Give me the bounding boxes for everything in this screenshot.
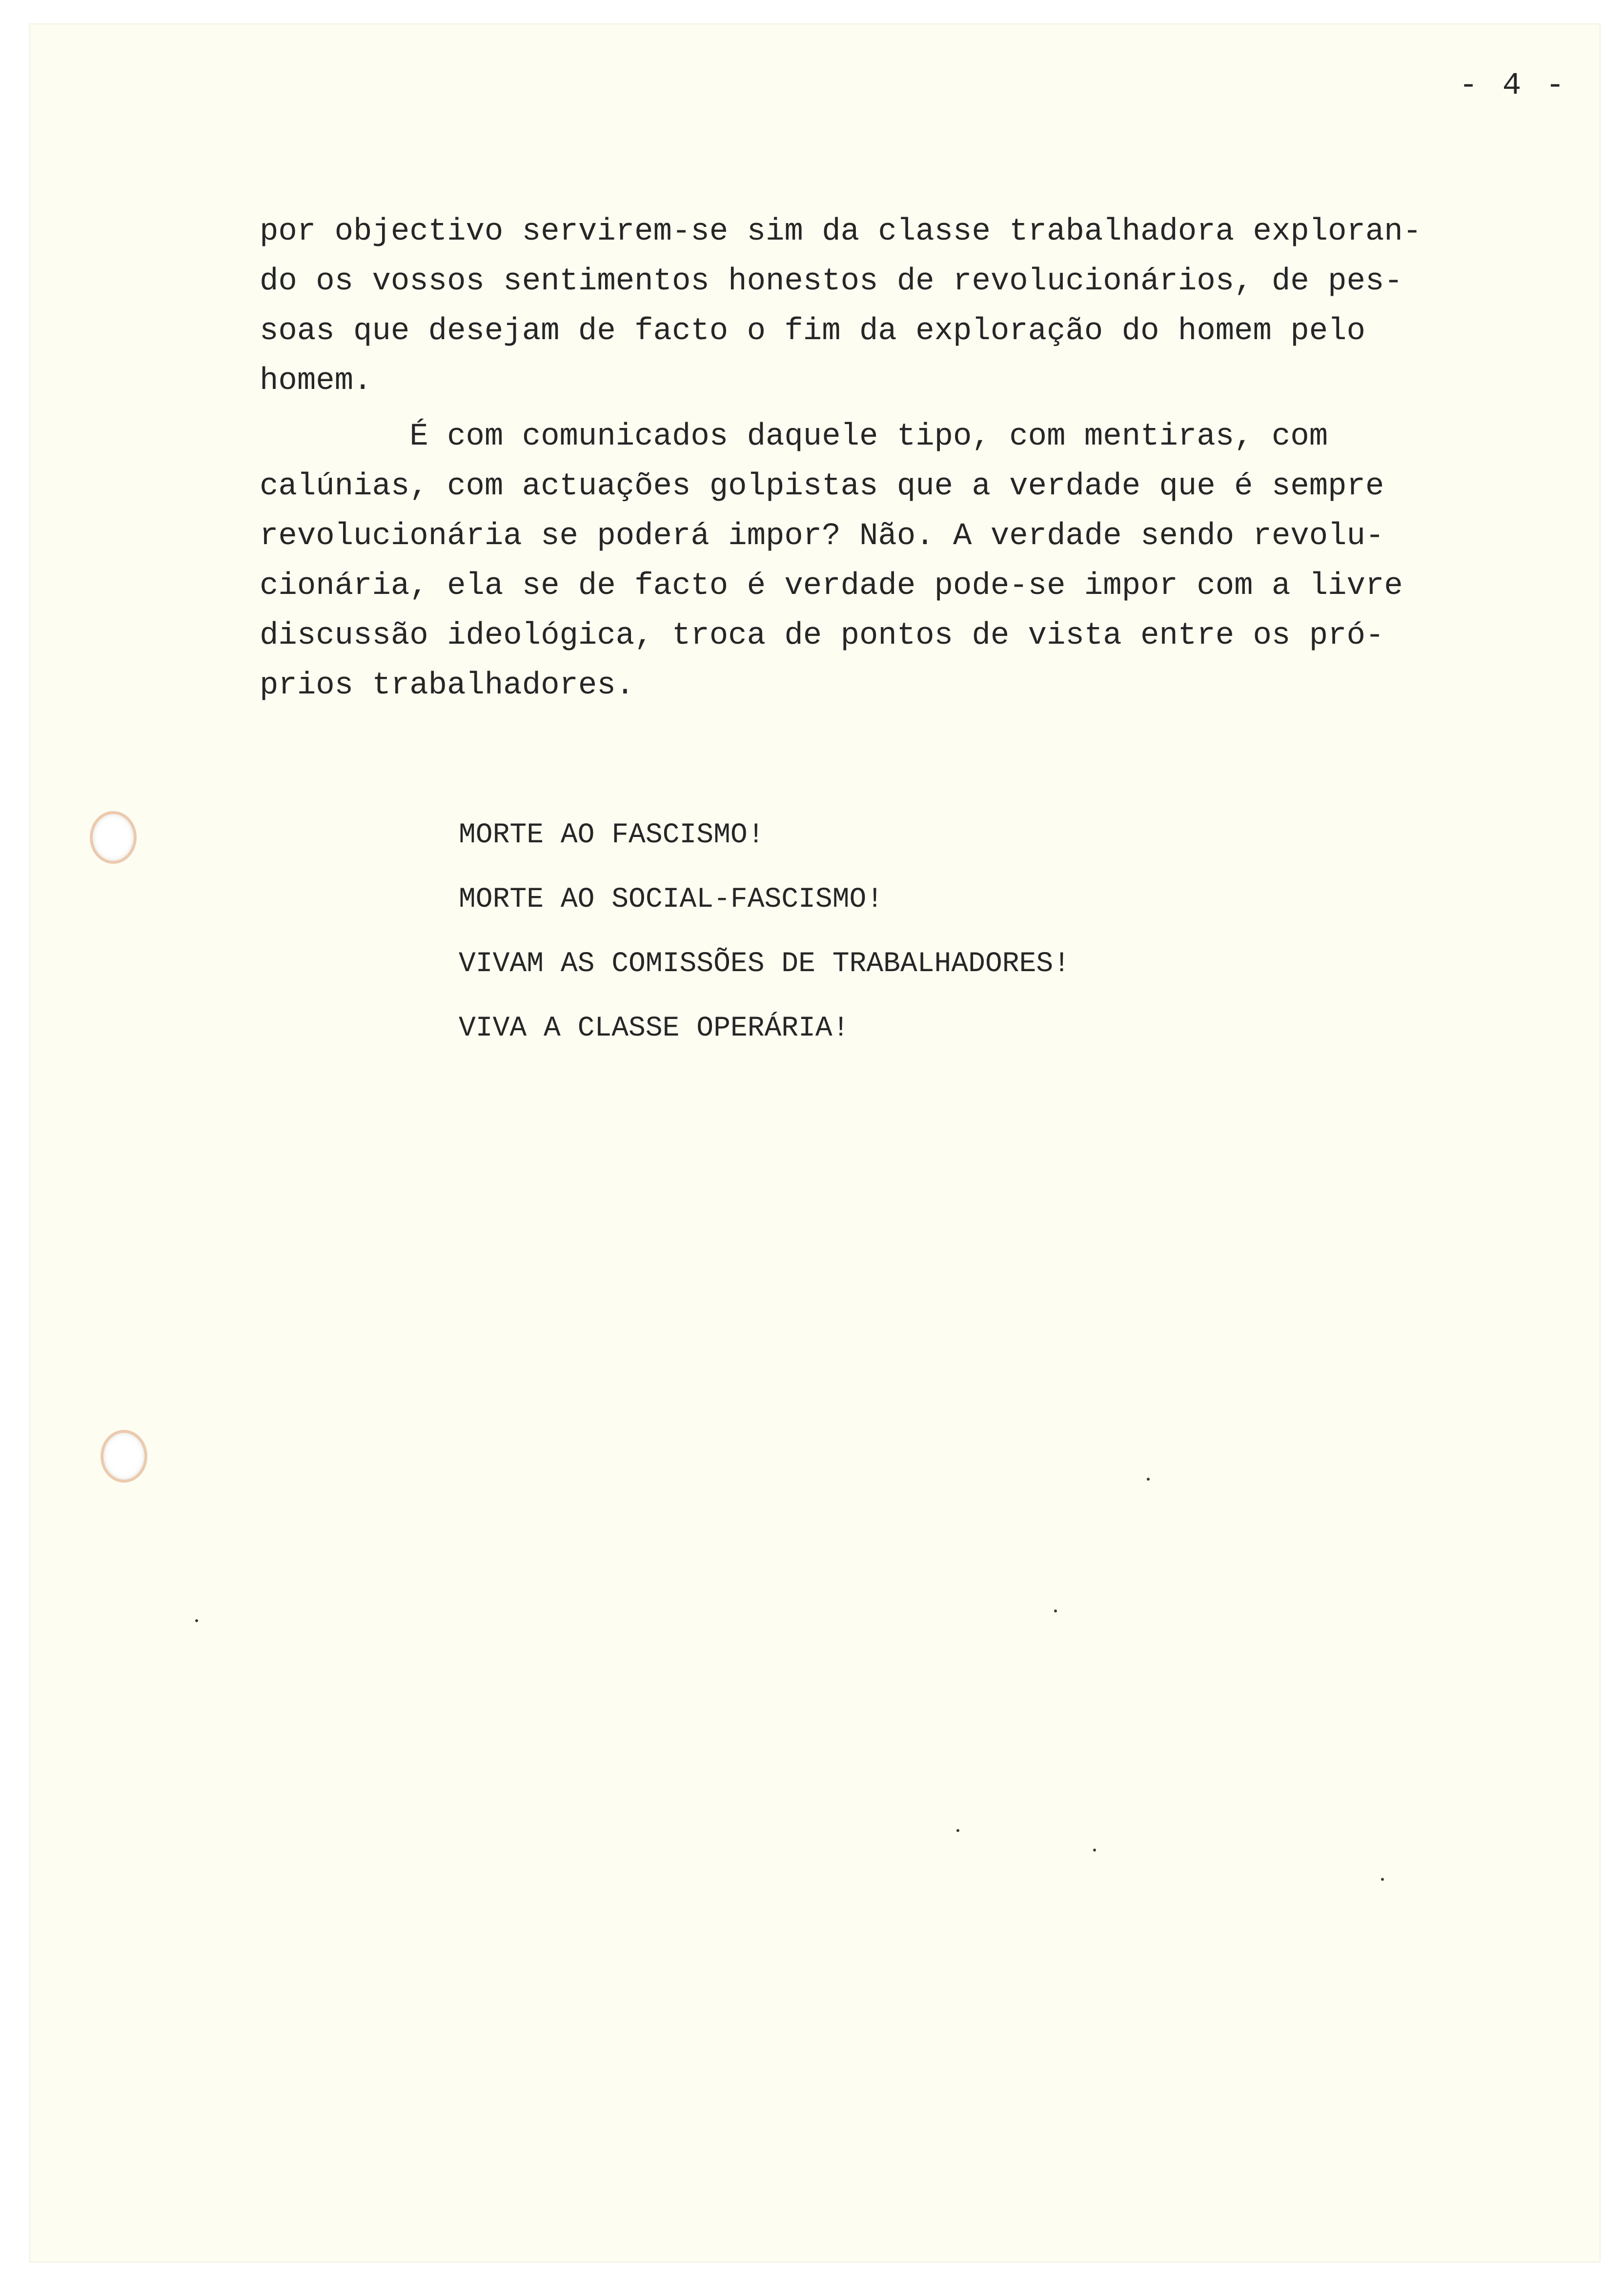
page-number: - 4 -	[1459, 68, 1568, 103]
punch-hole	[93, 814, 134, 861]
paragraph-line: prios trabalhadores.	[260, 668, 635, 703]
punch-hole	[103, 1433, 144, 1480]
slogan: MORTE AO FASCISMO!	[459, 819, 765, 851]
paragraph-line: discussão ideológica, troca de pontos de vista entre os pró-	[260, 618, 1384, 653]
ink-speck	[1054, 1609, 1057, 1612]
paragraph-line: soas que desejam de facto o fim da exploração do homem pelo	[260, 314, 1365, 349]
slogan: VIVAM AS COMISSÕES DE TRABALHADORES!	[459, 948, 1071, 980]
ink-speck	[956, 1829, 959, 1832]
ink-speck	[195, 1619, 198, 1622]
ink-speck	[1147, 1478, 1150, 1481]
paragraph-2	[260, 412, 1538, 711]
slogan: VIVA A CLASSE OPERÁRIA!	[459, 1013, 850, 1044]
document-page	[29, 23, 1601, 2262]
paragraph-line: cionária, ela se de facto é verdade pode-se impor com a livre	[260, 569, 1403, 604]
paragraph-line: revolucionária se poderá impor? Não. A verdade sendo revolu-	[260, 519, 1384, 554]
paragraph-line: do os vossos sentimentos honestos de revolucionários, de pes-	[260, 264, 1403, 299]
paragraph-line: homem.	[260, 364, 372, 399]
paragraph-line: calúnias, com actuações golpistas que a verdade que é sempre	[260, 469, 1384, 504]
paragraph-1	[260, 207, 1538, 406]
paragraph-line: É com comunicados daquele tipo, com mentiras, com	[260, 419, 1328, 454]
slogan-list	[459, 803, 1070, 1061]
ink-speck	[1381, 1878, 1384, 1881]
slogan: MORTE AO SOCIAL-FASCISMO!	[459, 884, 884, 916]
paragraph-line: por objectivo servirem-se sim da classe trabalhadora exploran-	[260, 214, 1422, 249]
ink-speck	[1093, 1849, 1096, 1852]
